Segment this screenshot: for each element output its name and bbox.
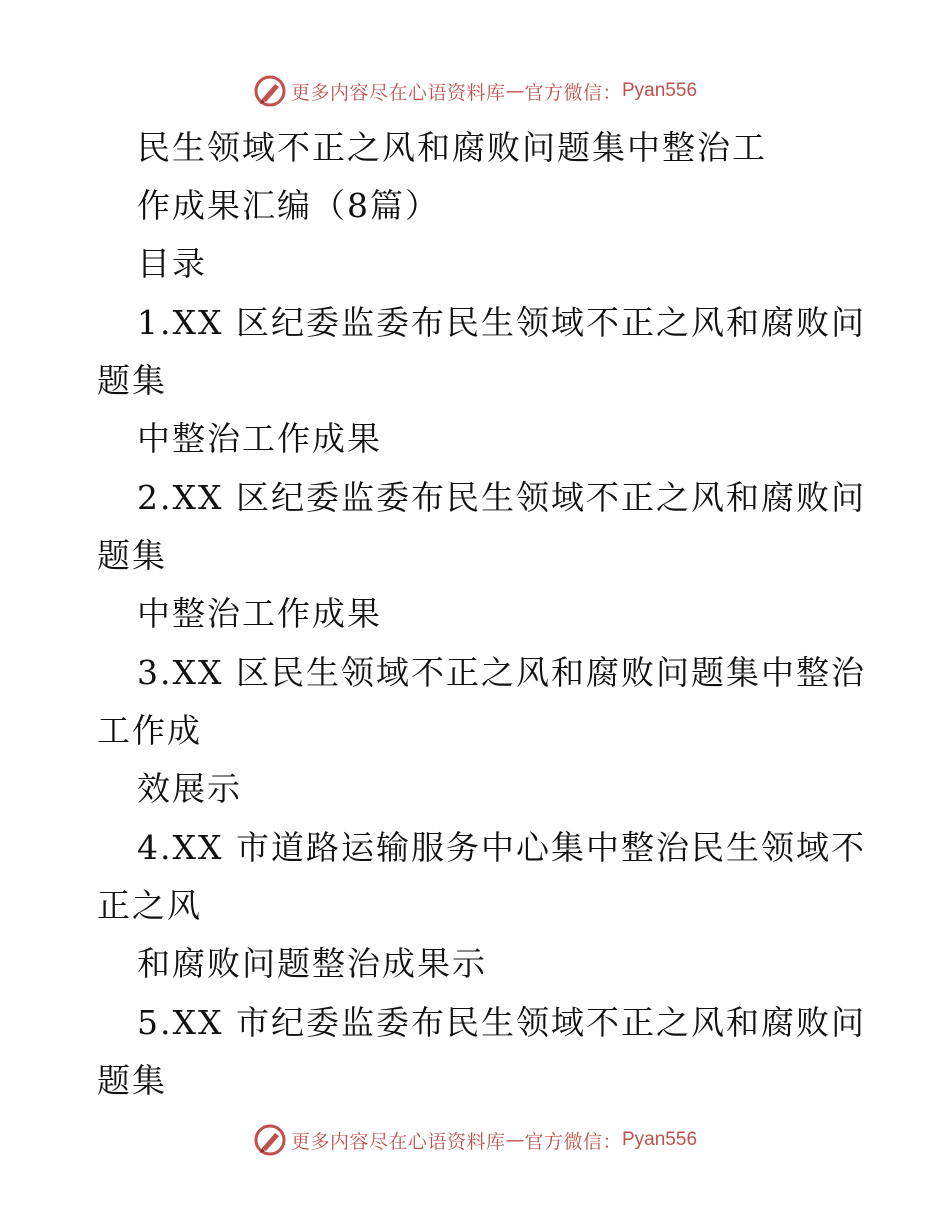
toc-item-1-line-3: 中整治工作成果: [137, 419, 382, 458]
document-title-line-1: 民生领域不正之风和腐败问题集中整治工: [137, 128, 767, 167]
watermark-suffix: 官方微信：: [524, 1130, 622, 1153]
document-title-line-2: 作成果汇编（8篇）: [137, 186, 440, 225]
toc-item-3-line-1: 3.XX 区民生领域不正之风和腐败问题集中整治: [137, 653, 866, 692]
toc-item-2-line-1: 2.XX 区纪委监委布民生领域不正之风和腐败问: [137, 478, 866, 517]
watermark-suffix: 官方微信：: [524, 81, 622, 104]
toc-item-5-line-1: 5.XX 市纪委监委布民生领域不正之风和腐败问: [137, 1003, 866, 1042]
toc-item-4-line-2: 正之风: [97, 886, 202, 925]
toc-item-1-line-2: 题集: [97, 361, 167, 400]
watermark-code: Pyan556: [622, 1129, 698, 1150]
toc-item-3-line-2: 工作成: [97, 711, 202, 750]
watermark-separator: —: [505, 1129, 525, 1151]
toc-heading: 目录: [137, 244, 207, 283]
toc-item-5-line-2: 题集: [97, 1061, 167, 1100]
watermark-brand: 更多内容尽在心语资料库: [290, 81, 506, 104]
toc-item-3-line-3: 效展示: [137, 769, 242, 808]
watermark-separator: —: [505, 80, 525, 102]
toc-item-1-line-1: 1.XX 区纪委监委布民生领域不正之风和腐败问: [137, 303, 866, 342]
toc-item-2-line-2: 题集: [97, 536, 167, 575]
watermark-brand: 更多内容尽在心语资料库: [290, 1130, 506, 1153]
toc-item-2-line-3: 中整治工作成果: [137, 594, 382, 633]
toc-item-4-line-1: 4.XX 市道路运输服务中心集中整治民生领域不: [137, 828, 866, 867]
pen-circle-logo-icon: [253, 74, 287, 108]
toc-item-4-line-3: 和腐败问题整治成果示: [137, 944, 487, 983]
footer-watermark: [0, 1120, 950, 1160]
pen-circle-logo-icon: [253, 1123, 287, 1157]
header-watermark: [0, 71, 950, 111]
watermark-code: Pyan556: [622, 80, 698, 101]
